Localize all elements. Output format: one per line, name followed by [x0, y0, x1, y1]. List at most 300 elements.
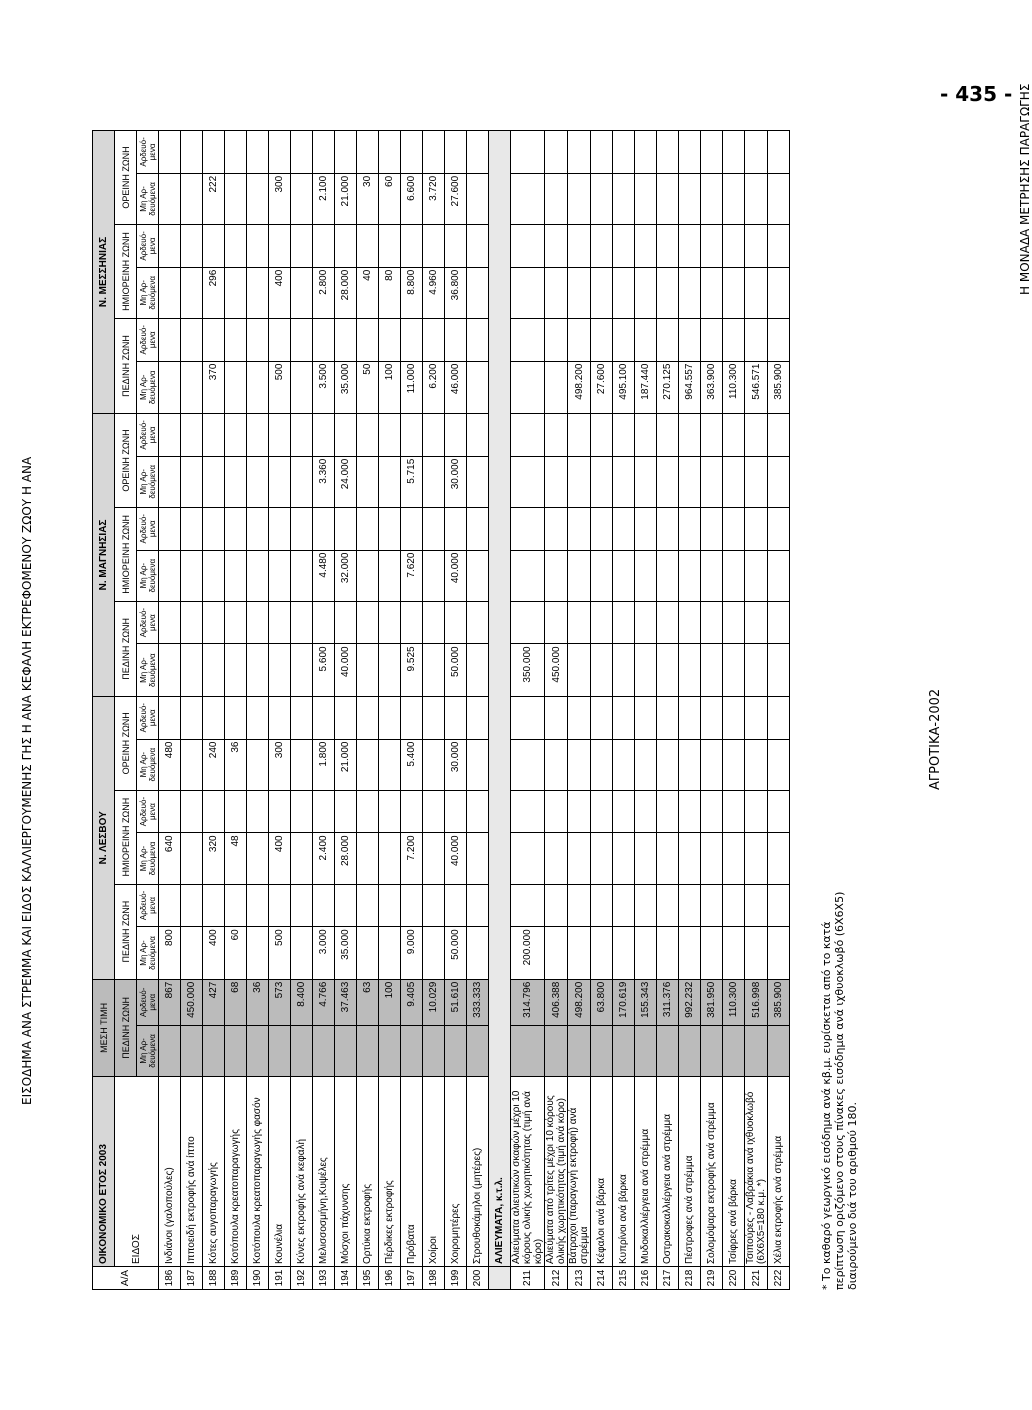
value-cell: [657, 833, 679, 884]
value-cell: [423, 225, 445, 268]
value-cell: [357, 927, 379, 979]
mean-irrigated: 170.619: [613, 979, 635, 1025]
value-cell: [335, 884, 357, 927]
value-cell: [545, 790, 568, 833]
table-row: [723, 131, 745, 1290]
table-row: [511, 131, 545, 1290]
value-cell: [657, 601, 679, 644]
value-cell: [401, 696, 423, 739]
row-name: Βάτραχοι (παραγωγή εκτροφή) ανά στρέμμα: [568, 1077, 591, 1267]
value-cell: [269, 456, 291, 507]
value-cell: 300: [269, 173, 291, 224]
value-cell: 30: [357, 173, 379, 224]
row-number: 222: [768, 1267, 790, 1290]
value-cell: 500: [269, 927, 291, 979]
value-cell: [679, 833, 701, 884]
value-cell: [291, 601, 313, 644]
value-cell: [723, 601, 745, 644]
value-cell: [181, 833, 203, 884]
value-cell: [159, 601, 181, 644]
value-cell: [313, 790, 335, 833]
value-cell: 46.000: [445, 361, 467, 413]
value-cell: 270.125: [657, 361, 679, 413]
value-cell: [181, 173, 203, 224]
value-cell: [568, 507, 591, 550]
table-row: [357, 131, 379, 1290]
subheader-non_irr: Μη Αρ-δευόμενα: [137, 1025, 159, 1076]
row-number: 220: [723, 1267, 745, 1290]
value-cell: 400: [269, 267, 291, 318]
mean-non-irrigated: [247, 1025, 269, 1076]
value-cell: [379, 507, 401, 550]
value-cell: [225, 267, 247, 318]
value-cell: 400: [269, 833, 291, 884]
value-cell: [203, 414, 225, 457]
value-cell: [679, 267, 701, 318]
mean-irrigated: 450.000: [181, 979, 203, 1025]
value-cell: 60: [225, 927, 247, 979]
value-cell: 480: [159, 739, 181, 790]
value-cell: [613, 414, 635, 457]
value-cell: [247, 414, 269, 457]
value-cell: [379, 644, 401, 696]
row-number: 217: [657, 1267, 679, 1290]
table-row: [657, 131, 679, 1290]
zone-header: ΠΕΔΙΝΗ ΖΩΝΗ: [115, 318, 137, 413]
value-cell: 40.000: [445, 833, 467, 884]
subheader-non_irr: Μη Αρ-δευόμενα: [137, 267, 159, 318]
row-name: Κουνέλια: [269, 1077, 291, 1267]
value-cell: [225, 601, 247, 644]
value-cell: [357, 790, 379, 833]
value-cell: [335, 131, 357, 174]
value-cell: [467, 131, 489, 174]
value-cell: [423, 884, 445, 927]
value-cell: [203, 550, 225, 601]
value-cell: [568, 173, 591, 224]
subheader-non_irr: Μη Αρ-δευόμενα: [137, 456, 159, 507]
row-name: Πέρδικες εκτροφής: [379, 1077, 401, 1267]
value-cell: 50.000: [445, 927, 467, 979]
value-cell: [159, 173, 181, 224]
value-cell: [335, 790, 357, 833]
value-cell: [247, 884, 269, 927]
mean-irrigated: 867: [159, 979, 181, 1025]
value-cell: [379, 739, 401, 790]
row-number: 197: [401, 1267, 423, 1290]
value-cell: 7.620: [401, 550, 423, 601]
value-cell: [723, 131, 745, 174]
value-cell: 21.000: [335, 739, 357, 790]
value-cell: [745, 833, 768, 884]
value-cell: 27.600: [591, 361, 613, 413]
value-cell: [159, 414, 181, 457]
table-row: [768, 131, 790, 1290]
value-cell: [679, 884, 701, 927]
value-cell: [401, 790, 423, 833]
value-cell: [701, 318, 723, 361]
value-cell: [269, 507, 291, 550]
value-cell: [181, 225, 203, 268]
value-cell: 2.400: [313, 833, 335, 884]
value-cell: [545, 318, 568, 361]
value-cell: 500: [269, 361, 291, 413]
value-cell: [247, 696, 269, 739]
value-cell: [269, 318, 291, 361]
value-cell: [467, 456, 489, 507]
value-cell: [679, 225, 701, 268]
value-cell: [635, 225, 657, 268]
value-cell: [701, 927, 723, 979]
value-cell: [701, 456, 723, 507]
value-cell: [635, 173, 657, 224]
value-cell: [159, 507, 181, 550]
value-cell: [745, 507, 768, 550]
value-cell: [467, 696, 489, 739]
value-cell: [701, 173, 723, 224]
value-cell: [379, 456, 401, 507]
value-cell: [591, 225, 613, 268]
mean-non-irrigated: [203, 1025, 225, 1076]
value-cell: [379, 927, 401, 979]
value-cell: [379, 550, 401, 601]
mean-irrigated: 110.300: [723, 979, 745, 1025]
table-row: [313, 131, 335, 1290]
mean-non-irrigated: [635, 1025, 657, 1076]
value-cell: [467, 225, 489, 268]
value-cell: 200.000: [511, 927, 545, 979]
table-row: [291, 131, 313, 1290]
value-cell: [335, 225, 357, 268]
value-cell: [357, 696, 379, 739]
value-cell: [423, 790, 445, 833]
value-cell: [247, 173, 269, 224]
table-row: [335, 131, 357, 1290]
row-name: Στρουθοκάμηλοι (μητέρες): [467, 1077, 489, 1267]
mean-irrigated: 10.029: [423, 979, 445, 1025]
value-cell: [723, 414, 745, 457]
value-cell: [181, 267, 203, 318]
table-row: [203, 131, 225, 1290]
value-cell: [701, 696, 723, 739]
value-cell: [657, 456, 679, 507]
value-cell: [445, 318, 467, 361]
row-number: 193: [313, 1267, 335, 1290]
value-cell: [635, 414, 657, 457]
value-cell: [679, 927, 701, 979]
value-cell: [247, 550, 269, 601]
row-number: 191: [269, 1267, 291, 1290]
value-cell: [657, 173, 679, 224]
value-cell: [768, 927, 790, 979]
value-cell: [225, 361, 247, 413]
value-cell: [445, 507, 467, 550]
value-cell: 300: [269, 739, 291, 790]
value-cell: [768, 318, 790, 361]
value-cell: [723, 884, 745, 927]
header-group-lesvos: Ν. ΛΕΣΒΟΥ: [93, 696, 115, 979]
row-name: Μυδοκαλλιέργεια ανά στρέμμα: [635, 1077, 657, 1267]
value-cell: [591, 550, 613, 601]
value-cell: [423, 550, 445, 601]
value-cell: [357, 456, 379, 507]
subheader-irr: Αρδευό-μενα: [137, 601, 159, 644]
value-cell: [379, 318, 401, 361]
value-cell: [591, 644, 613, 696]
value-cell: 36: [225, 739, 247, 790]
value-cell: [511, 790, 545, 833]
value-cell: [269, 550, 291, 601]
value-cell: [203, 225, 225, 268]
value-cell: [635, 739, 657, 790]
row-name: Χοιρομητέρες: [445, 1077, 467, 1267]
value-cell: [745, 173, 768, 224]
mean-irrigated: 51.610: [445, 979, 467, 1025]
value-cell: [269, 696, 291, 739]
value-cell: [291, 696, 313, 739]
section-row: [489, 131, 511, 1290]
value-cell: [591, 173, 613, 224]
row-name: Κυπρίνοι ανά βάρκα: [613, 1077, 635, 1267]
value-cell: [768, 790, 790, 833]
mean-non-irrigated: [357, 1025, 379, 1076]
mean-non-irrigated: [445, 1025, 467, 1076]
value-cell: [269, 790, 291, 833]
value-cell: [225, 225, 247, 268]
value-cell: [679, 131, 701, 174]
table-row: [701, 131, 723, 1290]
value-cell: 21.000: [335, 173, 357, 224]
value-cell: [591, 414, 613, 457]
value-cell: [635, 456, 657, 507]
value-cell: [745, 790, 768, 833]
value-cell: [745, 225, 768, 268]
value-cell: [181, 884, 203, 927]
value-cell: [768, 507, 790, 550]
row-name: Χέλια εκτροφής ανά στρέμμα: [768, 1077, 790, 1267]
value-cell: [768, 739, 790, 790]
value-cell: [181, 601, 203, 644]
value-cell: 400: [203, 927, 225, 979]
table-row: [269, 131, 291, 1290]
value-cell: [768, 173, 790, 224]
value-cell: [291, 414, 313, 457]
value-cell: [225, 173, 247, 224]
value-cell: [591, 507, 613, 550]
value-cell: [467, 884, 489, 927]
value-cell: [768, 644, 790, 696]
value-cell: 60: [379, 173, 401, 224]
value-cell: [159, 456, 181, 507]
value-cell: [568, 414, 591, 457]
mean-non-irrigated: [335, 1025, 357, 1076]
value-cell: [701, 550, 723, 601]
table-row: [423, 131, 445, 1290]
value-cell: [203, 790, 225, 833]
subheader-irr: Αρδευό-μενα: [137, 790, 159, 833]
value-cell: [591, 131, 613, 174]
mean-irrigated: 4.766: [313, 979, 335, 1025]
value-cell: [467, 318, 489, 361]
mean-irrigated: 498.200: [568, 979, 591, 1025]
value-cell: [423, 833, 445, 884]
value-cell: [545, 601, 568, 644]
value-cell: [679, 601, 701, 644]
value-cell: [247, 507, 269, 550]
mean-non-irrigated: [613, 1025, 635, 1076]
row-name: Ιπποειδή εκτροφής ανά ίππο: [181, 1077, 203, 1267]
value-cell: [657, 696, 679, 739]
value-cell: [511, 507, 545, 550]
value-cell: [159, 790, 181, 833]
value-cell: [181, 456, 203, 507]
value-cell: [511, 131, 545, 174]
value-cell: [768, 225, 790, 268]
mean-irrigated: 406.388: [545, 979, 568, 1025]
value-cell: [291, 833, 313, 884]
footnote: * Το καθαρό γεωργικό εισόδημα ανά κβ.μ. ευρίσκεται από το κατά περίπτωση οριζόμενο στους πίνακες εισόδημα ανά ιχθυοκλωβό (6Χ6Χ5) διαιρούμενο διά του αριθμού 180.: [820, 891, 859, 1290]
row-name: Τσιπούρες - Λαβράκια ανά ιχθυοκλωβό (6Χ6Χ5=180 κ.μ. *): [745, 1077, 768, 1267]
value-cell: [657, 790, 679, 833]
value-cell: [357, 318, 379, 361]
row-number: 214: [591, 1267, 613, 1290]
value-cell: [679, 790, 701, 833]
value-cell: [701, 131, 723, 174]
value-cell: [723, 173, 745, 224]
value-cell: [745, 884, 768, 927]
value-cell: [613, 790, 635, 833]
value-cell: 5.400: [401, 739, 423, 790]
row-number: 186: [159, 1267, 181, 1290]
mean-non-irrigated: [657, 1025, 679, 1076]
value-cell: [445, 225, 467, 268]
value-cell: [181, 739, 203, 790]
value-cell: [635, 507, 657, 550]
value-cell: [635, 644, 657, 696]
value-cell: [313, 131, 335, 174]
header-group-messinia: Ν. ΜΕΣΣΗΝΙΑΣ: [93, 131, 115, 414]
value-cell: [357, 414, 379, 457]
mean-non-irrigated: [467, 1025, 489, 1076]
value-cell: [545, 267, 568, 318]
value-cell: [379, 833, 401, 884]
zone-header: ΠΕΔΙΝΗ ΖΩΝΗ: [115, 884, 137, 979]
value-cell: [679, 456, 701, 507]
value-cell: 1.800: [313, 739, 335, 790]
value-cell: [511, 414, 545, 457]
row-number: 195: [357, 1267, 379, 1290]
mean-irrigated: 333.333: [467, 979, 489, 1025]
value-cell: [225, 318, 247, 361]
value-cell: [701, 225, 723, 268]
row-name: Αλιεύματα αλιευτικών σκαφών μέχρι 10 κόρους ολικής χωρητικότητας (τιμή ανά κόρο): [511, 1077, 545, 1267]
mean-non-irrigated: [401, 1025, 423, 1076]
value-cell: [545, 739, 568, 790]
row-name: Κύνες εκτροφής ανά κεφαλή: [291, 1077, 313, 1267]
value-cell: [445, 131, 467, 174]
mean-irrigated: 516.998: [745, 979, 768, 1025]
value-cell: [269, 131, 291, 174]
value-cell: [225, 414, 247, 457]
value-cell: [511, 318, 545, 361]
value-cell: 495.100: [613, 361, 635, 413]
value-cell: 3.720: [423, 173, 445, 224]
value-cell: [203, 884, 225, 927]
value-cell: [568, 696, 591, 739]
value-cell: [511, 696, 545, 739]
mean-irrigated: 155.343: [635, 979, 657, 1025]
value-cell: [768, 833, 790, 884]
value-cell: [635, 267, 657, 318]
value-cell: 110.300: [723, 361, 745, 413]
value-cell: [181, 318, 203, 361]
value-cell: 800: [159, 927, 181, 979]
value-cell: 385.900: [768, 361, 790, 413]
value-cell: [701, 739, 723, 790]
value-cell: [545, 884, 568, 927]
value-cell: [357, 601, 379, 644]
header-mesi-timi: ΜΕΣΗ ΤΙΜΗ: [93, 979, 115, 1076]
value-cell: [445, 696, 467, 739]
mean-non-irrigated: [723, 1025, 745, 1076]
value-cell: [203, 131, 225, 174]
value-cell: [357, 884, 379, 927]
row-number: 190: [247, 1267, 269, 1290]
subheader-irr: Αρδευό-μενα: [137, 414, 159, 457]
value-cell: [423, 131, 445, 174]
value-cell: [591, 790, 613, 833]
value-cell: [467, 361, 489, 413]
value-cell: [591, 833, 613, 884]
row-name: Χοίροι: [423, 1077, 445, 1267]
value-cell: [247, 131, 269, 174]
value-cell: 11.000: [401, 361, 423, 413]
value-cell: [291, 790, 313, 833]
value-cell: 8.800: [401, 267, 423, 318]
value-cell: [679, 644, 701, 696]
row-name: Κοτόπουλα κρεατοπαραγωγής: [225, 1077, 247, 1267]
value-cell: [335, 601, 357, 644]
value-cell: [745, 696, 768, 739]
table-row: [181, 131, 203, 1290]
subheader-non_irr: Μη Αρ-δευόμενα: [137, 833, 159, 884]
value-cell: [291, 225, 313, 268]
zone-header: ΗΜΙΟΡΕΙΝΗ ΖΩΝΗ: [115, 790, 137, 884]
zone-header: ΟΡΕΙΝΗ ΖΩΝΗ: [115, 696, 137, 790]
value-cell: [511, 739, 545, 790]
mean-non-irrigated: [511, 1025, 545, 1076]
value-cell: [423, 456, 445, 507]
mean-irrigated: 100: [379, 979, 401, 1025]
mean-non-irrigated: [379, 1025, 401, 1076]
row-number: 215: [613, 1267, 635, 1290]
value-cell: [568, 225, 591, 268]
mean-non-irrigated: [545, 1025, 568, 1076]
value-cell: [401, 601, 423, 644]
value-cell: [568, 927, 591, 979]
mean-irrigated: 311.376: [657, 979, 679, 1025]
value-cell: [657, 927, 679, 979]
value-cell: [357, 833, 379, 884]
value-cell: [467, 739, 489, 790]
value-cell: [181, 414, 203, 457]
value-cell: [657, 318, 679, 361]
row-number: 188: [203, 1267, 225, 1290]
value-cell: [635, 550, 657, 601]
mean-non-irrigated: [591, 1025, 613, 1076]
value-cell: [269, 644, 291, 696]
value-cell: [159, 131, 181, 174]
